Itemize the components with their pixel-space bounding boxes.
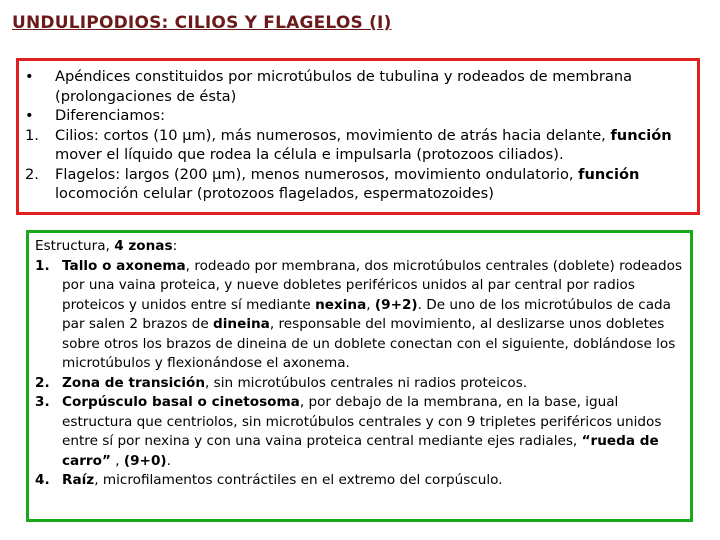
list-item [19,67,691,106]
zone-item-transicion [35,374,684,394]
zone-item-corpusculo [35,393,684,471]
bold-term: función [578,165,640,183]
bold-term: Corpúsculo basal o cinetosoma [62,394,300,410]
item-text: mover el líquido que rodea la célula e impulsarla (protozoos ciliados). [55,146,564,163]
definition-list [19,67,691,204]
bold-term: Zona de transición [62,374,205,391]
number-marker: 2. [25,165,39,183]
item-text: , rodeado por membrana, dos microtúbulos centrales (doblete) rodeados por una vaina proteica, y nueve dobletes periféricos unidos al par central por radios proteicos y unidos entre sí mediante [62,257,683,313]
bold-term: Tallo o axonema [62,257,186,274]
bold-term: “rueda de carro” [62,433,659,469]
bold-term: nexina [315,296,367,313]
item-text: , por debajo de la membrana, en la base, igual estructura que centriolos, sin microtúbulos centrales y con 9 tripletes periféricos unidos entre sí por nexina y con una vaina proteica central mediante ejes radiales, [62,394,662,449]
bold-term: (9+0) [123,452,167,469]
bullet-marker: • [25,107,34,124]
bold-term: (9+2) [374,296,418,313]
item-text: , microfilamentos contráctiles en el extremo del corpúsculo. [94,472,503,488]
zones-list [35,257,684,491]
item-text: locomoción celular (protozoos flagelados, espermatozoides) [55,185,494,202]
structure-box [26,230,693,522]
intro-text: Estructura, [35,238,115,254]
item-text: . De uno de los microtúbulos de cada par salen 2 brazos de [62,296,671,332]
zone-item-axonema [35,257,684,374]
bold-term: Raíz [62,472,95,488]
number-marker: 4. [35,472,50,488]
number-marker: 1. [25,126,39,144]
item-text: , [366,296,375,313]
item-text: , responsable del movimiento, al deslizarse unos dobletes sobre otros los brazos de dineina de un doblete conectan con el siguiente, doblándose los microtúbulos y flexionándose el axonema. [62,316,676,371]
item-text: Apéndices constituidos por microtúbulos de tubulina y rodeados de membrana (prolongaciones de ésta) [55,68,633,105]
slide-title: UNDULIPODIOS: CILIOS Y FLAGELOS (I) [12,13,392,33]
zone-item-raiz [35,471,684,491]
bold-term: 4 zonas [114,238,173,254]
item-text: . [166,452,171,469]
bullet-marker: • [25,68,34,85]
bold-term: función [610,126,672,144]
item-text: Flagelos: largos (200 μm), menos numerosos, movimiento ondulatorio, [55,165,579,183]
list-item [19,106,691,126]
structure-intro [35,237,684,257]
item-text: , [110,452,124,469]
list-item-flagelos [19,165,691,204]
number-marker: 1. [35,257,50,274]
number-marker: 3. [35,394,50,410]
list-item-cilios [19,126,691,165]
intro-text: : [172,238,178,254]
number-marker: 2. [35,374,50,391]
item-text: Diferenciamos: [55,107,166,124]
item-text: , sin microtúbulos centrales ni radios proteicos. [205,374,528,391]
bold-term: dineina [213,316,270,332]
item-text: Cilios: cortos (10 μm), más numerosos, movimiento de atrás hacia delante, [55,126,611,144]
definition-box [16,58,700,215]
